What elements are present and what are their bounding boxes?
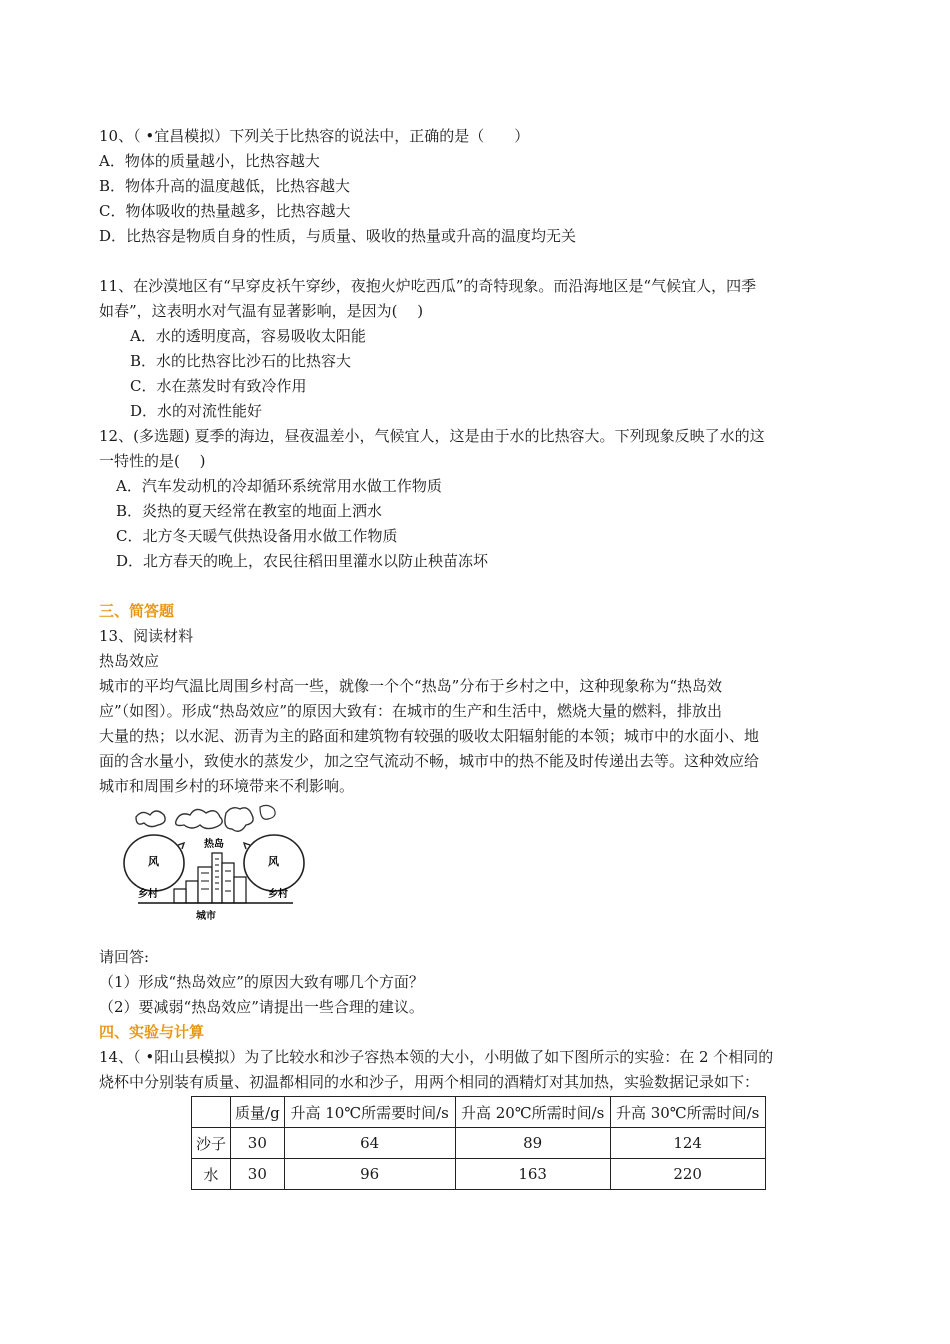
cloud-right xyxy=(225,808,253,832)
q11-stem-line2: 如春”，这表明水对气温有显著影响，是因为( ) xyxy=(99,302,424,320)
city-buildings xyxy=(174,853,246,903)
q13-paragraph-line4: 面的含水量小，致使水的蒸发少，加之空气流动不畅，城市中的热不能及时传递出去等。这种效应给 xyxy=(99,752,760,770)
q14-data-table xyxy=(191,1096,766,1190)
table-row xyxy=(192,1159,766,1190)
q11-stem-line1: 11、在沙漠地区有“早穿皮袄午穿纱，夜抱火炉吃西瓜”的奇特现象。而沿海地区是“气候宜人，四季 xyxy=(99,277,757,295)
figure-label-wind-left: 风 xyxy=(148,855,159,868)
q10-stem: 10、（ •宜昌模拟）下列关于比热容的说法中，正确的是（ ） xyxy=(99,127,530,145)
table-cell: 124 xyxy=(610,1128,765,1159)
q13-stem: 13、阅读材料 xyxy=(99,627,194,645)
q13-paragraph-line1: 城市的平均气温比周围乡村高一些，就像一个个“热岛”分布于乡村之中，这种现象称为“热岛效 xyxy=(99,677,723,695)
table-header-row xyxy=(192,1097,766,1128)
q11-option-c: C．水在蒸发时有致冷作用 xyxy=(130,377,307,395)
table-cell: 220 xyxy=(610,1159,765,1190)
q12-option-c: C．北方冬天暖气供热设备用水做工作物质 xyxy=(116,527,398,545)
table-cell: 96 xyxy=(284,1159,455,1190)
q12-option-d: D．北方春天的晚上，农民往稻田里灌水以防止秧苗冻坏 xyxy=(116,552,489,570)
figure-label-village-left: 乡村 xyxy=(138,889,158,900)
figure-label-city: 城市 xyxy=(196,911,216,922)
table-header-cell: 升高 20℃所需时间/s xyxy=(455,1097,610,1128)
q13-paragraph-line3: 大量的热；以水泥、沥青为主的路面和建筑物有较强的吸收太阳辐射能的本领；城市中的水面小、地 xyxy=(99,727,760,745)
q10-option-d: D．比热容是物质自身的性质，与质量、吸收的热量或升高的温度均无关 xyxy=(99,227,577,245)
q14-stem-line2: 烧杯中分别装有质量、初温都相同的水和沙子，用两个相同的酒精灯对其加热，实验数据记录如下： xyxy=(99,1073,760,1091)
section-heading-short-answer: 三、简答题 xyxy=(99,602,175,620)
table-header-cell: 升高 30℃所需时间/s xyxy=(610,1097,765,1128)
table-row xyxy=(192,1128,766,1159)
q13-prompt: 请回答: xyxy=(99,948,150,966)
table-cell: 沙子 xyxy=(192,1128,231,1159)
table-header-cell: 升高 10℃所需要时间/s xyxy=(284,1097,455,1128)
cloud-far-right xyxy=(260,805,275,819)
q12-option-b: B．炎热的夏天经常在教室的地面上洒水 xyxy=(116,502,383,520)
section-heading-experiment: 四、实验与计算 xyxy=(99,1023,205,1041)
table-cell: 89 xyxy=(455,1128,610,1159)
heat-island-figure xyxy=(118,803,308,925)
table-cell: 30 xyxy=(231,1128,285,1159)
figure-label-heat-island: 热岛 xyxy=(204,839,224,850)
table-cell: 30 xyxy=(231,1159,285,1190)
q13-subquestion-2: （2）要减弱“热岛效应”请提出一些合理的建议。 xyxy=(99,998,424,1016)
figure-label-wind-right: 风 xyxy=(268,855,279,868)
q10-option-b: B．物体升高的温度越低，比热容越大 xyxy=(99,177,351,195)
q12-stem-line1: 12、(多选题) 夏季的海边，昼夜温差小，气候宜人，这是由于水的比热容大。下列现象反映了水的这 xyxy=(99,427,765,445)
q14-stem-line1: 14、（ •阳山县模拟）为了比较水和沙子容热本领的大小，小明做了如下图所示的实验：在 2 个相同的 xyxy=(99,1048,774,1066)
figure-label-village-right: 乡村 xyxy=(268,889,288,900)
cloud-center xyxy=(176,809,223,828)
q10-option-a: A．物体的质量越小，比热容越大 xyxy=(99,152,320,170)
table-cell: 64 xyxy=(284,1128,455,1159)
q12-option-a: A．汽车发动机的冷却循环系统常用水做工作物质 xyxy=(116,477,442,495)
q13-material-title: 热岛效应 xyxy=(99,652,160,670)
q11-option-b: B．水的比热容比沙石的比热容大 xyxy=(130,352,352,370)
table-header-cell: 质量/g xyxy=(231,1097,285,1128)
table-cell: 163 xyxy=(455,1159,610,1190)
q12-stem-line2: 一特性的是( ) xyxy=(99,452,206,470)
q11-option-d: D．水的对流性能好 xyxy=(130,402,263,420)
q13-subquestion-1: （1）形成“热岛效应”的原因大致有哪几个方面？ xyxy=(99,973,424,991)
table-header-cell xyxy=(192,1097,231,1128)
table-cell: 水 xyxy=(192,1159,231,1190)
q11-option-a: A．水的透明度高，容易吸收太阳能 xyxy=(130,327,366,345)
q13-paragraph-line5: 城市和周围乡村的环境带来不利影响。 xyxy=(99,777,355,795)
cloud-left xyxy=(136,811,165,827)
q10-option-c: C．物体吸收的热量越多，比热容越大 xyxy=(99,202,351,220)
q13-paragraph-line2: 应”（如图）。形成“热岛效应”的原因大致有：在城市的生产和生活中，燃烧大量的燃料，排放出 xyxy=(99,702,723,720)
